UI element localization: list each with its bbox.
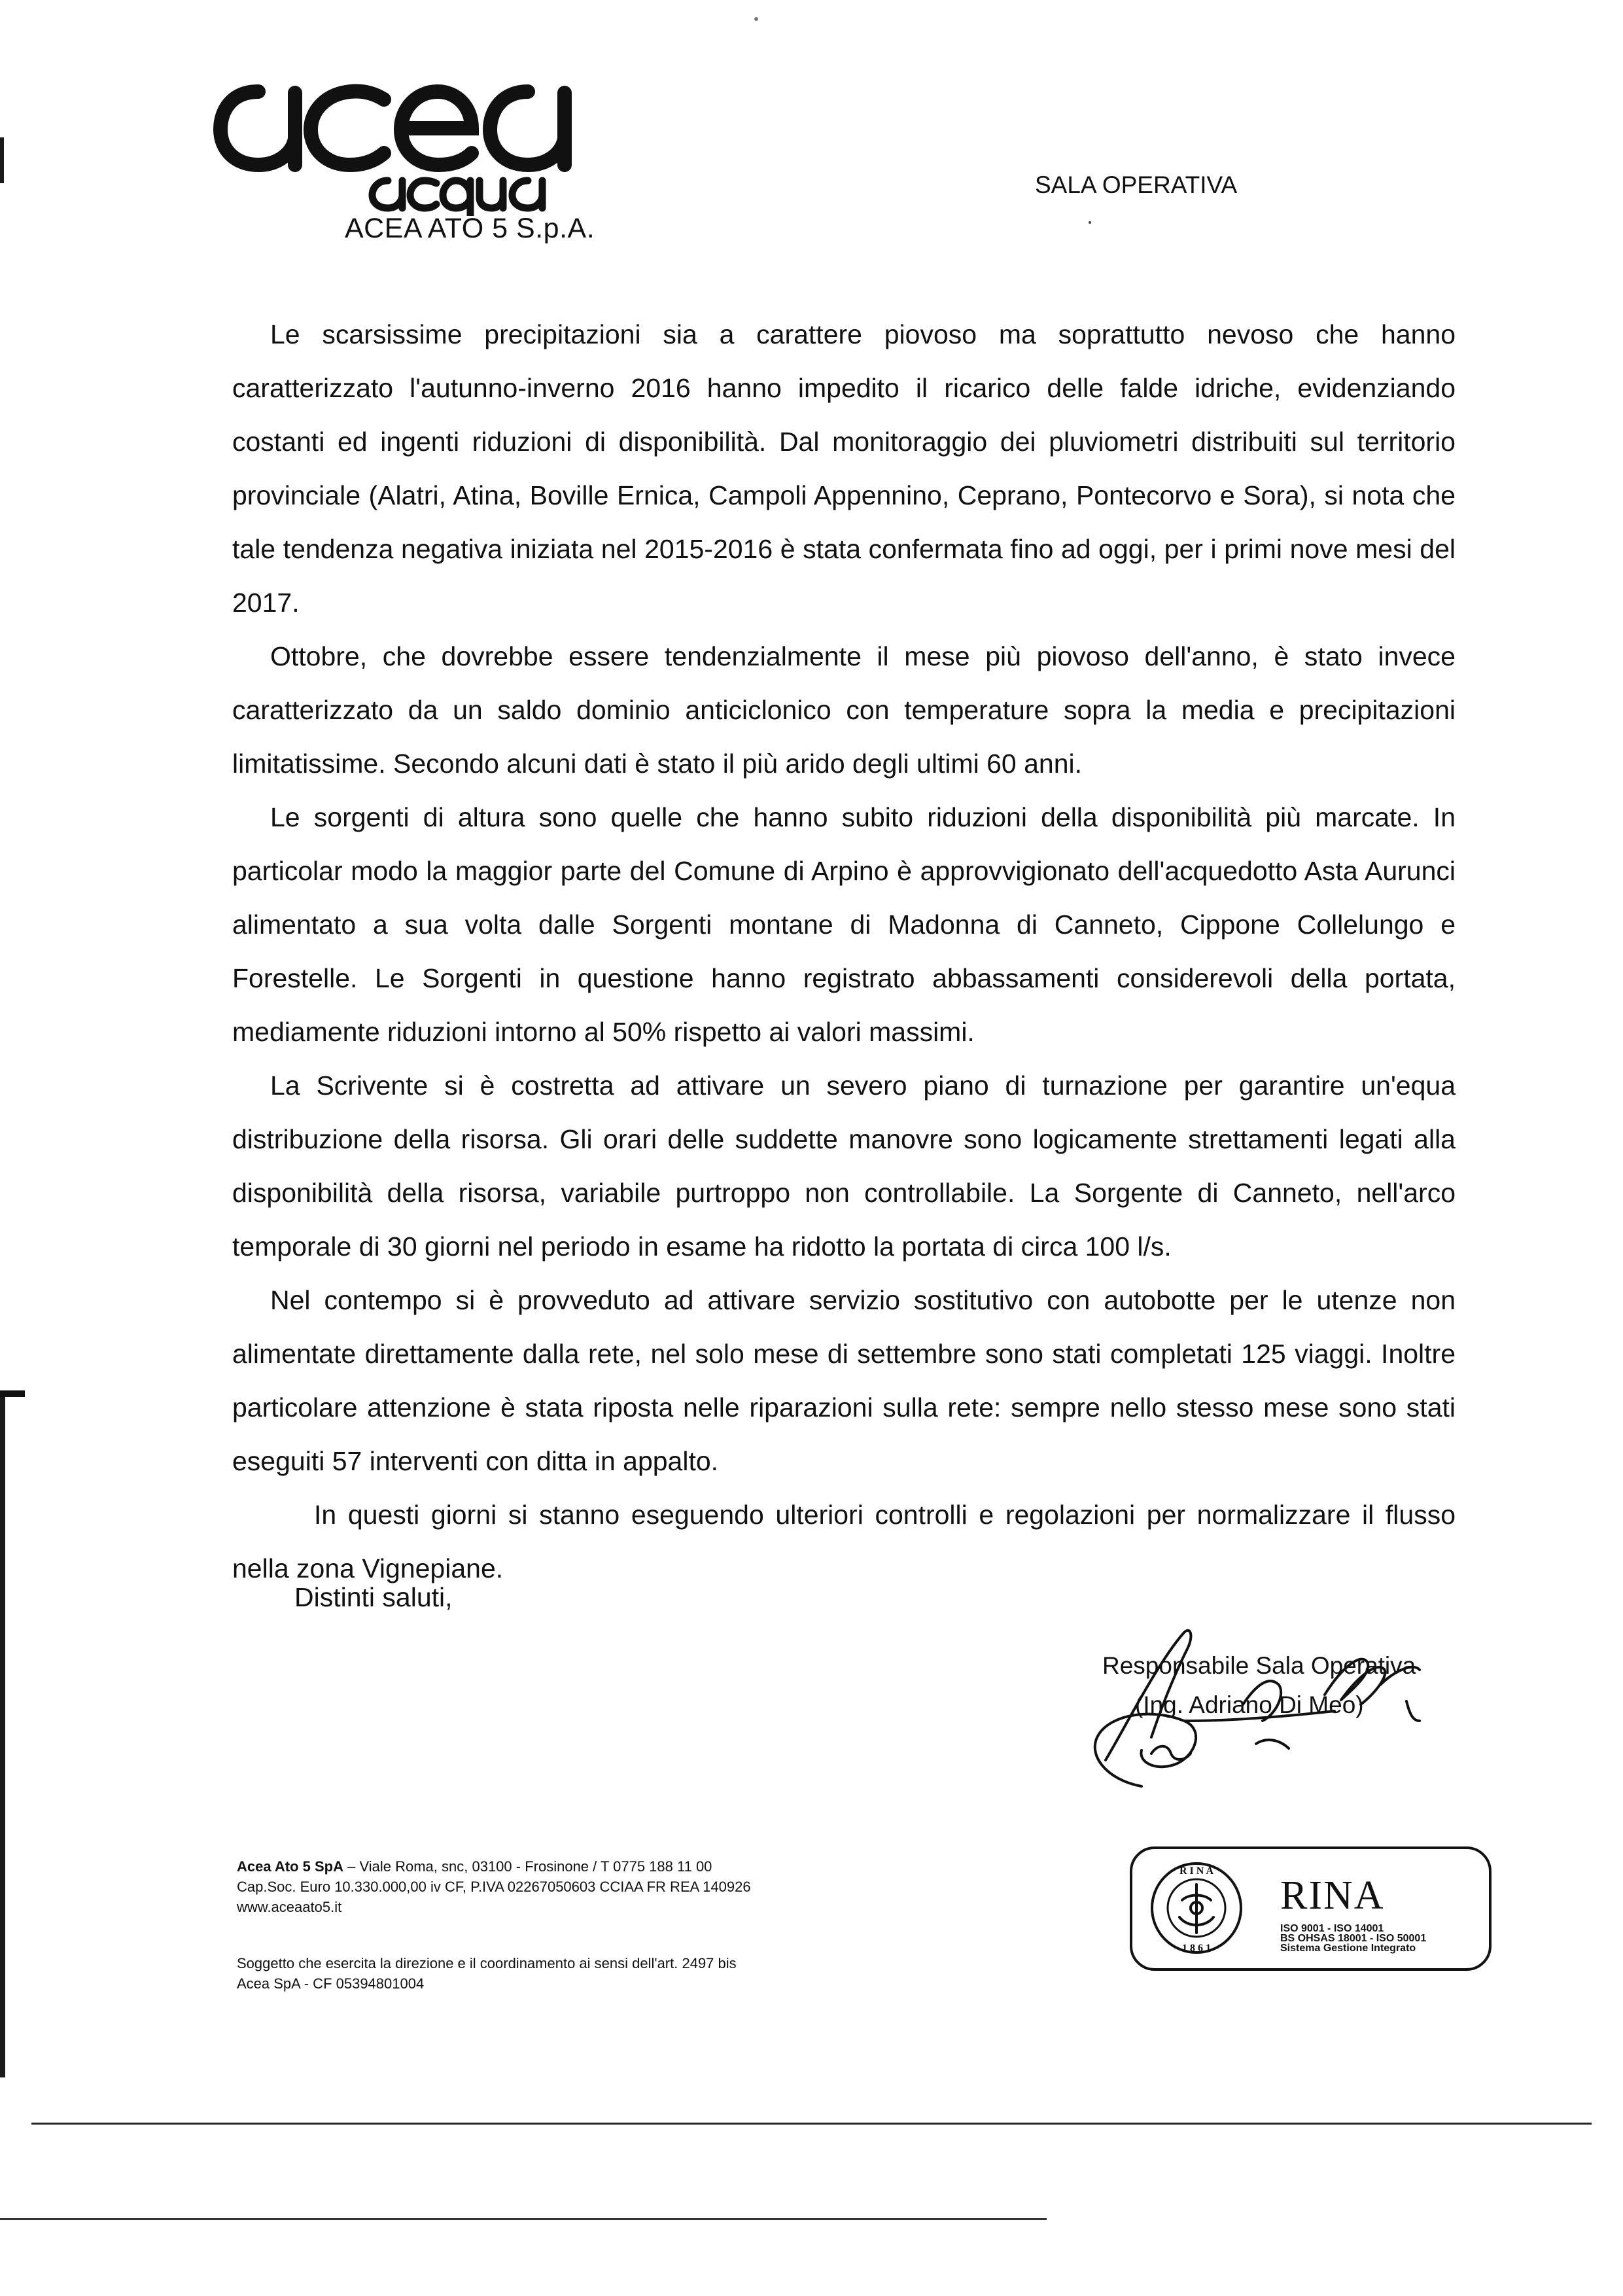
letter-body bbox=[232, 308, 1456, 1595]
closing-salutation: Distinti saluti, bbox=[294, 1582, 453, 1612]
footer-subject-line-2: Acea SpA - CF 05394801004 bbox=[237, 1975, 425, 1992]
rina-standard-line: BS OHSAS 18001 - ISO 50001 bbox=[1280, 1933, 1427, 1944]
paragraph-turnazione: La Scrivente si è costretta ad attivare un severo piano di turnazione per garantire un'equa distribuzione della risorsa. Gli orari delle suddette manovre sono logicamente strettamenti legati alla disponibilità della risorsa, variabile purtroppo non controllabile. La Sorgente di Canneto, nell'arco temporale di 30 giorni nel periodo in esame ha ridotto la portata di circa 100 l/s. bbox=[232, 1070, 1456, 1262]
paragraph-precipitazioni: Le scarsissime precipitazioni sia a carattere piovoso ma soprattutto nevoso che hanno caratterizzato l'autunno-inverno 2016 hanno impedito il ricarico delle falde idriche, evidenziando costanti ed ingenti riduzioni di disponibilità. Dal monitoraggio dei pluviometri distribuiti sul territorio provinciale (Alatri, Atina, Boville Ernica, Campoli Appennino, Ceprano, Pontecorvo e Sora), si nota che tale tendenza negativa iniziata nel 2015-2016 è stata confermata fino ad oggi, per i primi nove mesi del 2017. bbox=[232, 319, 1456, 618]
rina-standard-line: ISO 9001 - ISO 14001 bbox=[1280, 1923, 1384, 1934]
paragraph-ottobre: Ottobre, che dovrebbe essere tendenzialmente il mese più piovoso dell'anno, è stato invece caratterizzato da un saldo dominio anticiclonico con temperature sopra la media e precipitazioni limitatissime. Secondo alcuni dati è stato il più arido degli ultimi 60 anni. bbox=[232, 641, 1456, 779]
punch-tick-mark bbox=[0, 1390, 25, 1397]
rina-standards bbox=[1280, 1924, 1426, 1953]
rina-certification-mark bbox=[1130, 1846, 1496, 1971]
paragraph-controlli: In questi giorni si stanno eseguendo ulteriori controlli e regolazioni per normalizzare il flusso nella zona Vignepiane. bbox=[232, 1500, 1456, 1583]
svg-text:R I N A: R I N A bbox=[1179, 1865, 1214, 1877]
footer-company-info bbox=[237, 1856, 891, 1994]
rina-wordmark: RINA bbox=[1280, 1873, 1385, 1918]
bottom-rule bbox=[31, 2123, 1592, 2125]
paragraph-autobotte: Nel contempo si è provveduto ad attivare servizio sostitutivo con autobotte per le utenze non alimentate direttamente dalla rete, nel solo mese di settembre sono stati completati 125 viaggi. Inoltre particolare attenzione è stata riposta nelle riparazioni sulla rete: sempre nello stesso mese sono stati eseguiti 57 interventi con ditta in appalto. bbox=[232, 1285, 1456, 1476]
bottom-rule-lower bbox=[0, 2218, 1047, 2220]
footer-company-name: Acea Ato 5 SpA bbox=[237, 1858, 344, 1875]
scan-edge-mark-top bbox=[0, 137, 4, 183]
footer-address-line bbox=[237, 1856, 891, 1877]
footer-subject-line-1: Soggetto che esercita la direzione e il coordinamento ai sensi dell'art. 2497 bis bbox=[237, 1955, 737, 1971]
company-name: ACEA ATO 5 S.p.A. bbox=[345, 213, 595, 244]
svg-text:1 8 6 1: 1 8 6 1 bbox=[1182, 1943, 1211, 1954]
scan-speck bbox=[754, 17, 758, 21]
rina-standard-line: Sistema Gestione Integrato bbox=[1280, 1943, 1416, 1954]
signature-block bbox=[1027, 1623, 1485, 1819]
rina-seal-icon bbox=[1148, 1860, 1245, 1956]
footer-website: www.aceaato5.it bbox=[237, 1899, 342, 1915]
signatory-name: (Ing. Adriano Di Meo) bbox=[1135, 1691, 1364, 1718]
signatory-role: Responsabile Sala Operativa bbox=[1102, 1652, 1416, 1679]
paragraph-sorgenti: Le sorgenti di altura sono quelle che hanno subito riduzioni della disponibilità più marcate. In particolar modo la maggior parte del Comune di Arpino è approvvigionato dell'acquedotto Asta Aurunci alimentato a sua volta dalle Sorgenti montane di Madonna di Canneto, Cippone Collelungo e Forestelle. Le Sorgenti in questione hanno registrato abbassamenti considerevoli della portata, mediamente riduzioni intorno al 50% rispetto ai valori massimi. bbox=[232, 802, 1456, 1047]
scan-edge-bar bbox=[0, 1390, 5, 2077]
footer-capital-line: Cap.Soc. Euro 10.330.000,00 iv CF, P.IVA 02267050603 CCIAA FR REA 140926 bbox=[237, 1879, 751, 1895]
department-label: SALA OPERATIVA bbox=[1035, 171, 1238, 198]
handwritten-signature bbox=[1027, 1623, 1485, 1819]
scan-speck-small bbox=[1089, 221, 1091, 224]
acea-acqua-logo bbox=[213, 65, 579, 216]
footer-address: – Viale Roma, snc, 03100 - Frosinone / T 0775 188 11 00 bbox=[343, 1858, 712, 1875]
